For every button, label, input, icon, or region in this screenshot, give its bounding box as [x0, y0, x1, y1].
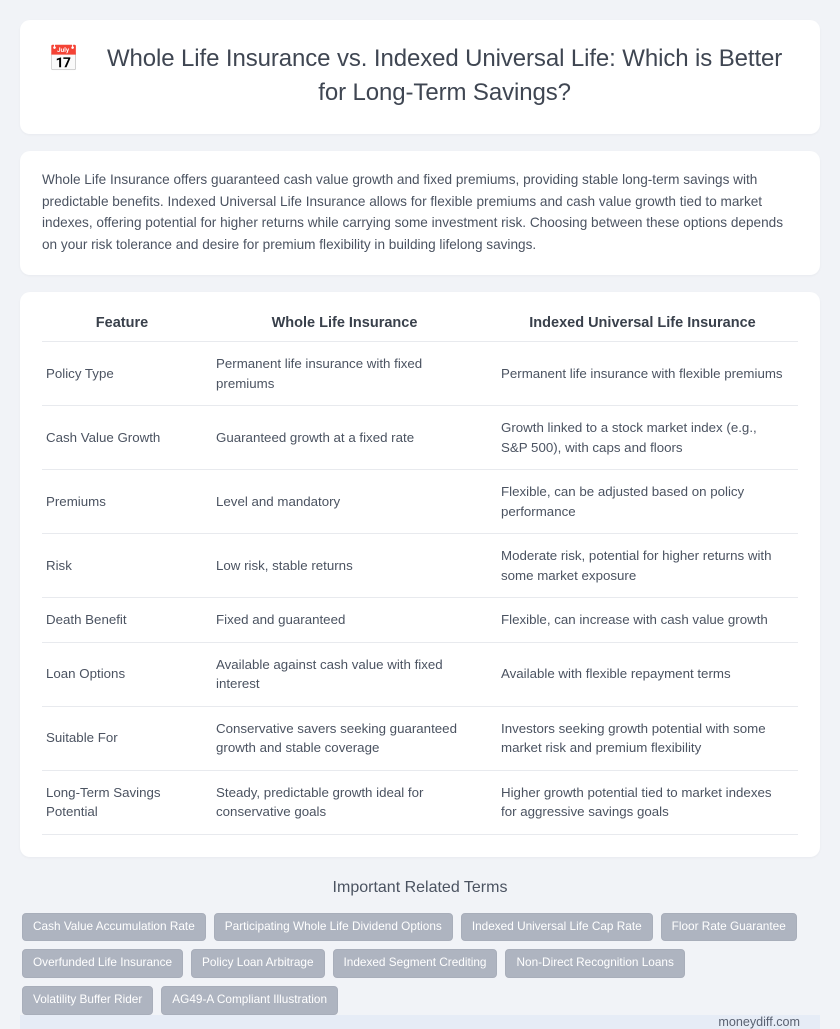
table-body: [42, 342, 798, 835]
table-cell-indexed-universal-life: Higher growth potential tied to market indexes for aggressive savings goals: [487, 771, 798, 835]
table-cell-feature: Long-Term Savings Potential: [42, 771, 202, 835]
related-terms-title: Important Related Terms: [332, 878, 508, 896]
footer-site-name: moneydiff.com: [718, 1014, 800, 1029]
table-head: [42, 306, 798, 342]
table-cell-whole-life: Level and mandatory: [202, 470, 487, 534]
related-term-tag[interactable]: Indexed Universal Life Cap Rate: [461, 913, 653, 942]
related-term-tag[interactable]: Indexed Segment Crediting: [333, 949, 498, 978]
description-card: [20, 151, 820, 275]
table-cell-feature: Policy Type: [42, 342, 202, 406]
table-cell-indexed-universal-life: Flexible, can increase with cash value growth: [487, 598, 798, 643]
related-term-tag[interactable]: Volatility Buffer Rider: [22, 986, 153, 1015]
table-cell-indexed-universal-life: Growth linked to a stock market index (e.g., S&P 500), with caps and floors: [487, 406, 798, 470]
table-cell-whole-life: Conservative savers seeking guaranteed growth and stable coverage: [202, 707, 487, 771]
table-row: [42, 771, 798, 835]
footer-bar: [20, 1015, 820, 1029]
related-term-tag[interactable]: AG49-A Compliant Illustration: [161, 986, 338, 1015]
table-cell-indexed-universal-life: Permanent life insurance with flexible premiums: [487, 342, 798, 406]
table-cell-indexed-universal-life: Moderate risk, potential for higher returns with some market exposure: [487, 534, 798, 598]
table-cell-whole-life: Steady, predictable growth ideal for conservative goals: [202, 771, 487, 835]
related-term-tag[interactable]: Floor Rate Guarantee: [661, 913, 797, 942]
related-terms-section: [20, 879, 820, 1015]
related-term-tag[interactable]: Cash Value Accumulation Rate: [22, 913, 206, 942]
table-header-whole-life: Whole Life Insurance: [202, 306, 487, 342]
table-cell-indexed-universal-life: Flexible, can be adjusted based on policy performance: [487, 470, 798, 534]
table-row: [42, 643, 798, 707]
table-row: [42, 342, 798, 406]
comparison-table: [42, 306, 798, 835]
table-cell-indexed-universal-life: Available with flexible repayment terms: [487, 643, 798, 707]
calendar-icon: 📅: [48, 45, 80, 73]
related-term-tag[interactable]: Policy Loan Arbitrage: [191, 949, 324, 978]
related-term-tag[interactable]: Participating Whole Life Dividend Options: [214, 913, 453, 942]
related-terms-tag-list: [20, 913, 820, 1015]
table-cell-feature: Loan Options: [42, 643, 202, 707]
header-card: [20, 20, 820, 134]
related-term-tag[interactable]: Overfunded Life Insurance: [22, 949, 183, 978]
table-header-indexed-universal-life: Indexed Universal Life Insurance: [487, 306, 798, 342]
table-cell-feature: Cash Value Growth: [42, 406, 202, 470]
table-row: [42, 534, 798, 598]
related-term-tag[interactable]: Non-Direct Recognition Loans: [505, 949, 684, 978]
table-cell-whole-life: Available against cash value with fixed interest: [202, 643, 487, 707]
table-row: [42, 707, 798, 771]
table-cell-feature: Suitable For: [42, 707, 202, 771]
table-cell-whole-life: Fixed and guaranteed: [202, 598, 487, 643]
table-cell-whole-life: Low risk, stable returns: [202, 534, 487, 598]
table-cell-feature: Risk: [42, 534, 202, 598]
table-cell-whole-life: Guaranteed growth at a fixed rate: [202, 406, 487, 470]
table-cell-feature: Death Benefit: [42, 598, 202, 643]
table-cell-whole-life: Permanent life insurance with fixed premiums: [202, 342, 487, 406]
table-row: [42, 470, 798, 534]
description-text: Whole Life Insurance offers guaranteed cash value growth and fixed premiums, providing stable long-term savings with predictable benefits. Indexed Universal Life Insurance allows for flexible premiums and cash value growth tied to market indexes, offering potential for higher returns while carrying some investment risk. Choosing between these options depends on your risk tolerance and desire for premium flexibility in building lifelong savings.: [42, 172, 784, 252]
table-header-row: [42, 306, 798, 342]
page-title: Whole Life Insurance vs. Indexed Universal Life: Which is Better for Long-Term Savings?: [106, 45, 783, 106]
table-header-feature: Feature: [42, 306, 202, 342]
table-row: [42, 406, 798, 470]
table-row: [42, 598, 798, 643]
table-cell-indexed-universal-life: Investors seeking growth potential with some market risk and premium flexibility: [487, 707, 798, 771]
comparison-table-card: [20, 292, 820, 857]
table-cell-feature: Premiums: [42, 470, 202, 534]
